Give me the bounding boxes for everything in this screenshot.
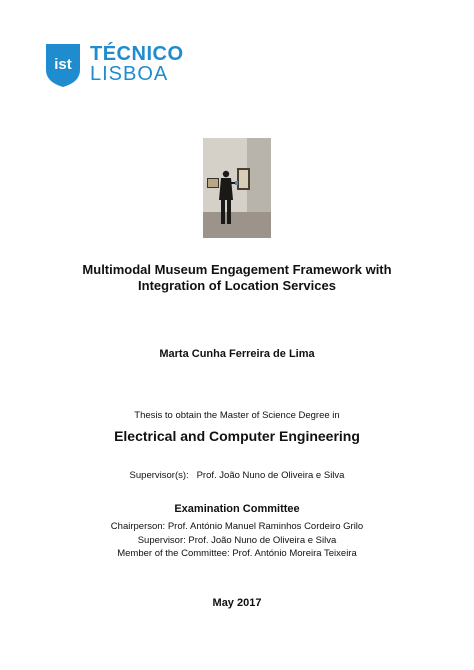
museum-photo-image [203,138,271,238]
logo-mark-text: ist [54,56,72,73]
thesis-title [0,262,474,294]
museum-photo [203,138,271,238]
supervisors-text: Supervisor(s): Prof. João Nuno de Oliveira e Silva [129,470,345,481]
degree-name: Electrical and Computer Engineering [114,428,360,444]
committee-title: Examination Committee [174,503,300,515]
logo-line-2: LISBOA [90,63,169,85]
author-name: Marta Cunha Ferreira de Lima [159,348,315,360]
university-logo [44,42,184,90]
thesis-title-line-1: Multimodal Museum Engagement Framework with [82,262,392,277]
committee-member: Chairperson: Prof. António Manuel Raminhos Cordeiro Grilo [110,521,364,532]
committee-member: Supervisor: Prof. João Nuno de Oliveira e Silva [137,534,337,546]
committee-list [0,520,474,561]
supervisors-line [0,470,474,481]
thesis-statement: Thesis to obtain the Master of Science Degree in [134,410,340,421]
logo-line-1: TÉCNICO [90,43,184,65]
committee-member: Member of the Committee: Prof. António Moreira Teixeira [117,548,357,559]
thesis-title-line-2: Integration of Location Services [138,278,336,293]
logo-wordmark [90,44,184,85]
submission-date: May 2017 [212,597,262,609]
ist-shield-icon [44,42,82,88]
